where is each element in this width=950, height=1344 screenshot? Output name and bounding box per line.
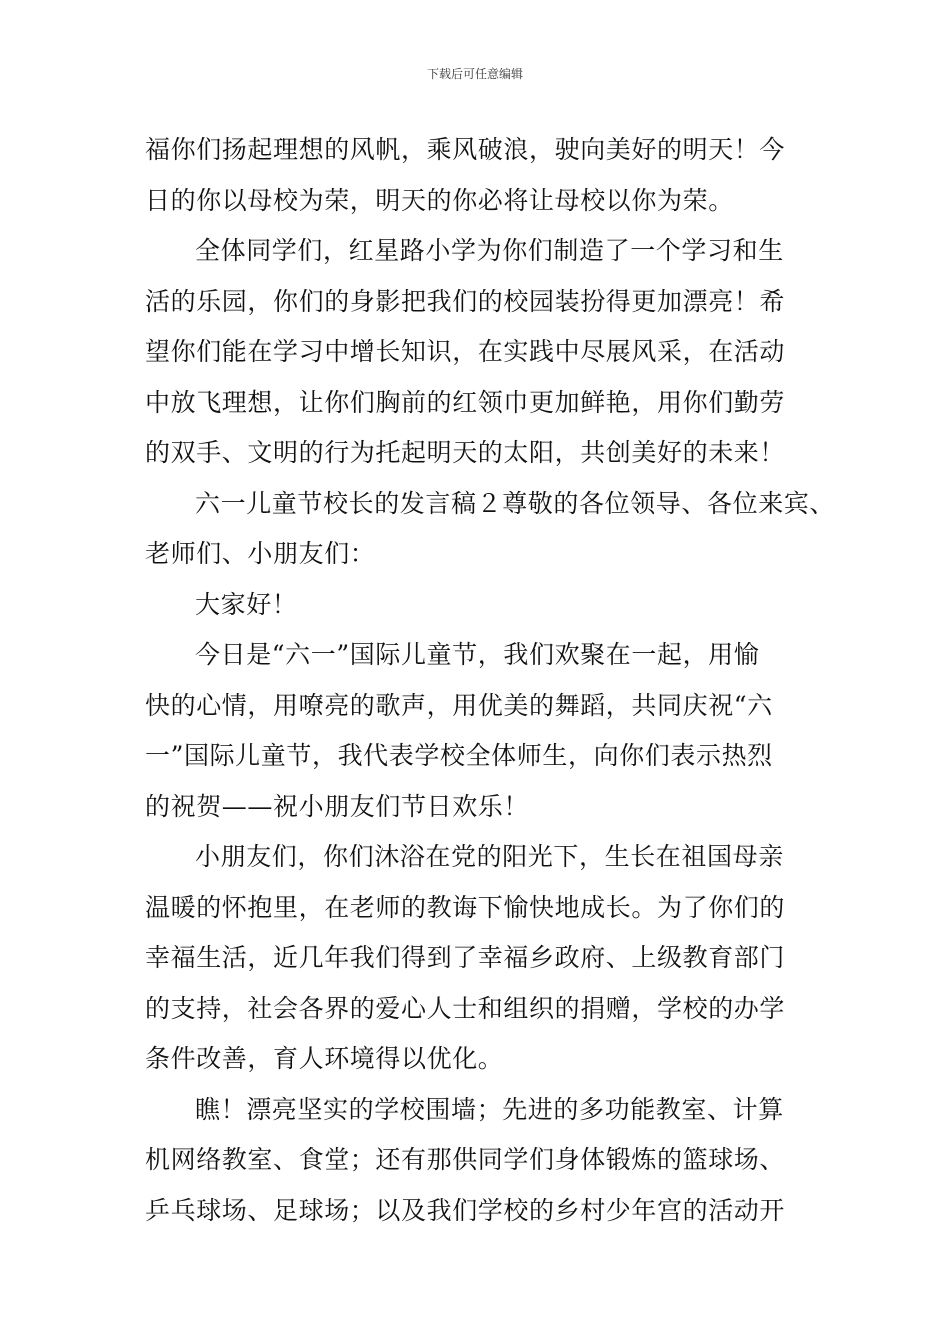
text-line: 望你们能在学习中增长知识，在实践中尽展风采，在活动 — [145, 337, 786, 366]
text-line: 老师们、小朋友们： — [145, 539, 376, 568]
text-line: 福你们扬起理想的风帆，乘风破浪，驶向美好的明天！今 — [145, 135, 786, 164]
page-header-note: 下载后可任意编辑 — [426, 67, 523, 81]
text-line: 机网络教室、食堂；还有那供同学们身体锻炼的篮球场、 — [145, 1145, 786, 1174]
body-text — [145, 125, 836, 1236]
text-line: 小朋友们，你们沐浴在党的阳光下，生长在祖国母亲 — [195, 842, 784, 871]
text-line: 瞧！漂亮坚实的学校围墙；先进的多功能教室、计算 — [195, 1094, 784, 1124]
text-line: 的支持，社会各界的爱心人士和组织的捐赠，学校的办学 — [145, 993, 786, 1023]
text-line: 幸福生活，近几年我们得到了幸福乡政府、上级教育部门 — [145, 943, 786, 972]
text-line: 大家好！ — [195, 589, 298, 619]
text-line: 温暖的怀抱里，在老师的教诲下愉快地成长。为了你们的 — [145, 892, 786, 922]
text-line: 日的你以母校为荣，明天的你必将让母校以你为荣。 — [145, 185, 734, 215]
text-line: 全体同学们，红星路小学为你们制造了一个学习和生 — [195, 236, 784, 265]
text-line: 六一儿童节校长的发言稿２尊敬的各位领导、各位来宾、 — [195, 488, 836, 518]
text-line: 条件改善，育人环境得以优化。 — [145, 1044, 504, 1073]
text-line: 快的心情，用嘹亮的歌声，用优美的舞蹈，共同庆祝“六 — [145, 690, 773, 720]
text-line: 中放飞理想，让你们胸前的红领巾更加鲜艳，用你们勤劳 — [145, 387, 786, 417]
text-line: 今日是“六一”国际儿童节，我们欢聚在一起，用愉 — [195, 640, 760, 669]
text-line: 活的乐园，你们的身影把我们的校园装扮得更加漂亮！希 — [145, 286, 786, 316]
text-line: 的双手、文明的行为托起明天的太阳，共创美好的未来！ — [145, 438, 786, 467]
text-line: 的祝贺——祝小朋友们节日欢乐！ — [145, 791, 530, 821]
text-line: 一”国际儿童节，我代表学校全体师生，向你们表示热烈 — [145, 741, 773, 770]
text-line: 乒乓球场、足球场；以及我们学校的乡村少年宫的活动开 — [145, 1195, 786, 1225]
